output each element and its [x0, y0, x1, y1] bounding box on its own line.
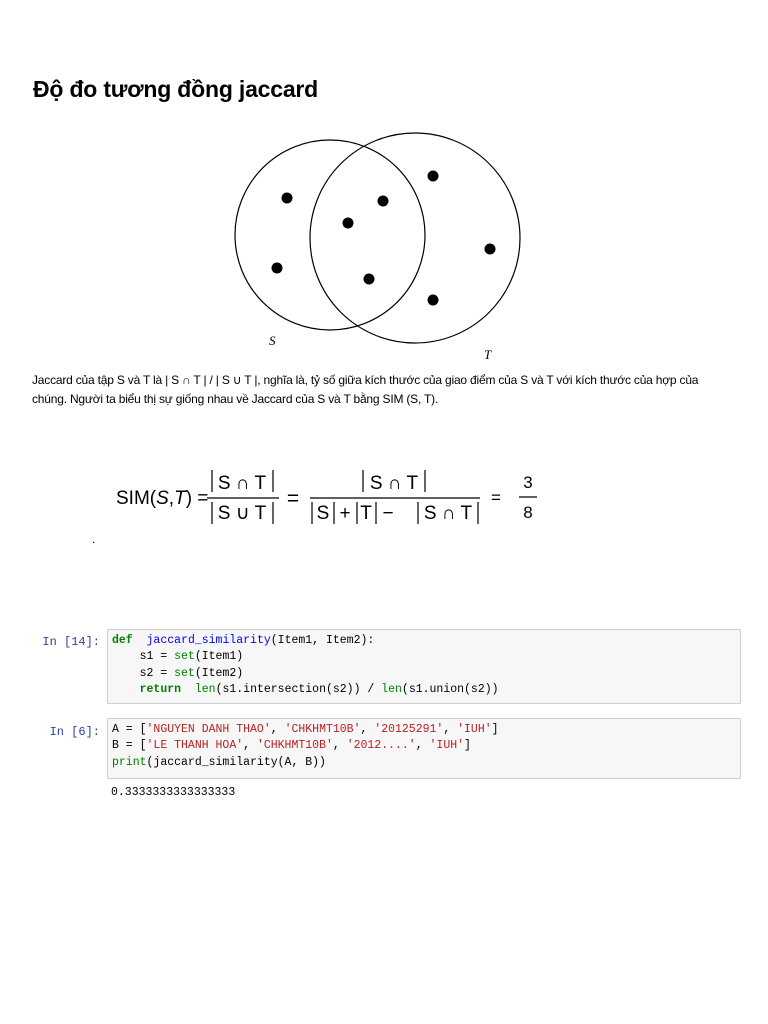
code-line	[112, 738, 740, 754]
code-line	[112, 666, 740, 682]
code-token: ,	[443, 723, 458, 736]
lhs-s: S	[156, 488, 169, 509]
code-token: (s1.intersection(s2)) /	[215, 682, 382, 696]
code-token: jaccard_similarity	[146, 634, 271, 647]
code-token: def	[112, 634, 133, 647]
code-token: 'IUH'	[457, 723, 492, 736]
set-t-label: T	[484, 347, 492, 362]
code-line	[112, 633, 740, 649]
code-token: ,	[332, 739, 347, 753]
code-token: set	[174, 650, 195, 664]
code-token: 'LE THANH HOA'	[146, 739, 244, 753]
result-numerator: 3	[523, 473, 533, 492]
code-editor[interactable]	[107, 718, 741, 779]
cell-prompt: In [14]:	[42, 635, 100, 649]
equals-sign: =	[286, 487, 300, 510]
code-token: return	[139, 682, 182, 696]
code-token	[181, 683, 195, 696]
result-denominator: 8	[523, 503, 533, 522]
cell-output: 0.3333333333333333	[111, 786, 236, 799]
frac2-den-s: S	[316, 503, 330, 524]
code-token: ]	[464, 739, 471, 753]
lhs-close: ) =	[185, 488, 209, 509]
code-token: (jaccard_similarity(A, B))	[146, 755, 326, 769]
formula-lhs	[116, 488, 208, 509]
jaccard-description: Jaccard của tập S và T là | S ∩ T | / | S ∪ T |, nghĩa là, tỷ số giữa kích thước của giao điểm của S và T với kích thước của hợp của chúng. Người ta biểu thị sự giống nhau về Jaccard của S và T bằng SIM (S, T).	[32, 373, 699, 406]
code-token: set	[174, 666, 195, 680]
code-token	[112, 683, 140, 696]
code-token: len	[381, 682, 402, 696]
code-token: len	[194, 682, 216, 696]
code-token: ,	[360, 723, 375, 736]
code-token: '2012....'	[346, 739, 416, 753]
code-token: A = [	[112, 723, 147, 736]
code-token: B = [	[112, 739, 147, 753]
code-token: (Item1, Item2):	[270, 634, 375, 647]
code-token: ,	[243, 739, 257, 753]
lhs-comma: ,	[168, 488, 175, 509]
code-token: 'CHKHMT10B'	[256, 739, 333, 753]
code-token: print	[112, 755, 147, 769]
code-token: ,	[270, 723, 285, 736]
page-title: Độ đo tương đồng jaccard	[33, 76, 319, 102]
code-token: s2 =	[112, 666, 175, 680]
code-line	[112, 755, 740, 771]
code-token: ]	[491, 723, 499, 736]
code-line	[112, 722, 740, 738]
sim-label: SIM(	[116, 488, 157, 509]
code-token: '20125291'	[374, 723, 444, 736]
code-token: ,	[415, 739, 430, 753]
code-token: 'CHKHMT10B'	[284, 723, 361, 736]
frac2-numerator: S ∩ T	[369, 473, 419, 494]
svg-text:SIM(S,T) =	[116, 488, 208, 509]
code-editor[interactable]	[107, 629, 741, 704]
frac2-den-t: T	[360, 503, 372, 524]
frac1-numerator: S ∩ T	[217, 473, 267, 494]
stray-dot: .	[92, 532, 96, 546]
plus-sign: +	[339, 503, 351, 524]
frac2-den-intersection: S ∩ T	[423, 503, 473, 524]
code-token: 'NGUYEN DANH THAO'	[146, 723, 271, 736]
code-token: (s1.union(s2))	[401, 682, 499, 696]
lhs-t: T	[174, 488, 186, 509]
code-token	[133, 634, 147, 647]
code-token: (Item2)	[194, 666, 244, 680]
cell-prompt: In [6]:	[49, 725, 100, 739]
equals-sign: =	[491, 488, 501, 507]
code-token: (Item1)	[194, 650, 244, 664]
code-line	[112, 682, 740, 698]
code-token: 'IUH'	[429, 739, 465, 753]
set-s-label: S	[269, 333, 276, 348]
frac1-denominator: S ∪ T	[217, 503, 267, 524]
minus-sign: −	[382, 503, 394, 524]
code-token: s1 =	[112, 650, 175, 664]
code-line	[112, 649, 740, 665]
